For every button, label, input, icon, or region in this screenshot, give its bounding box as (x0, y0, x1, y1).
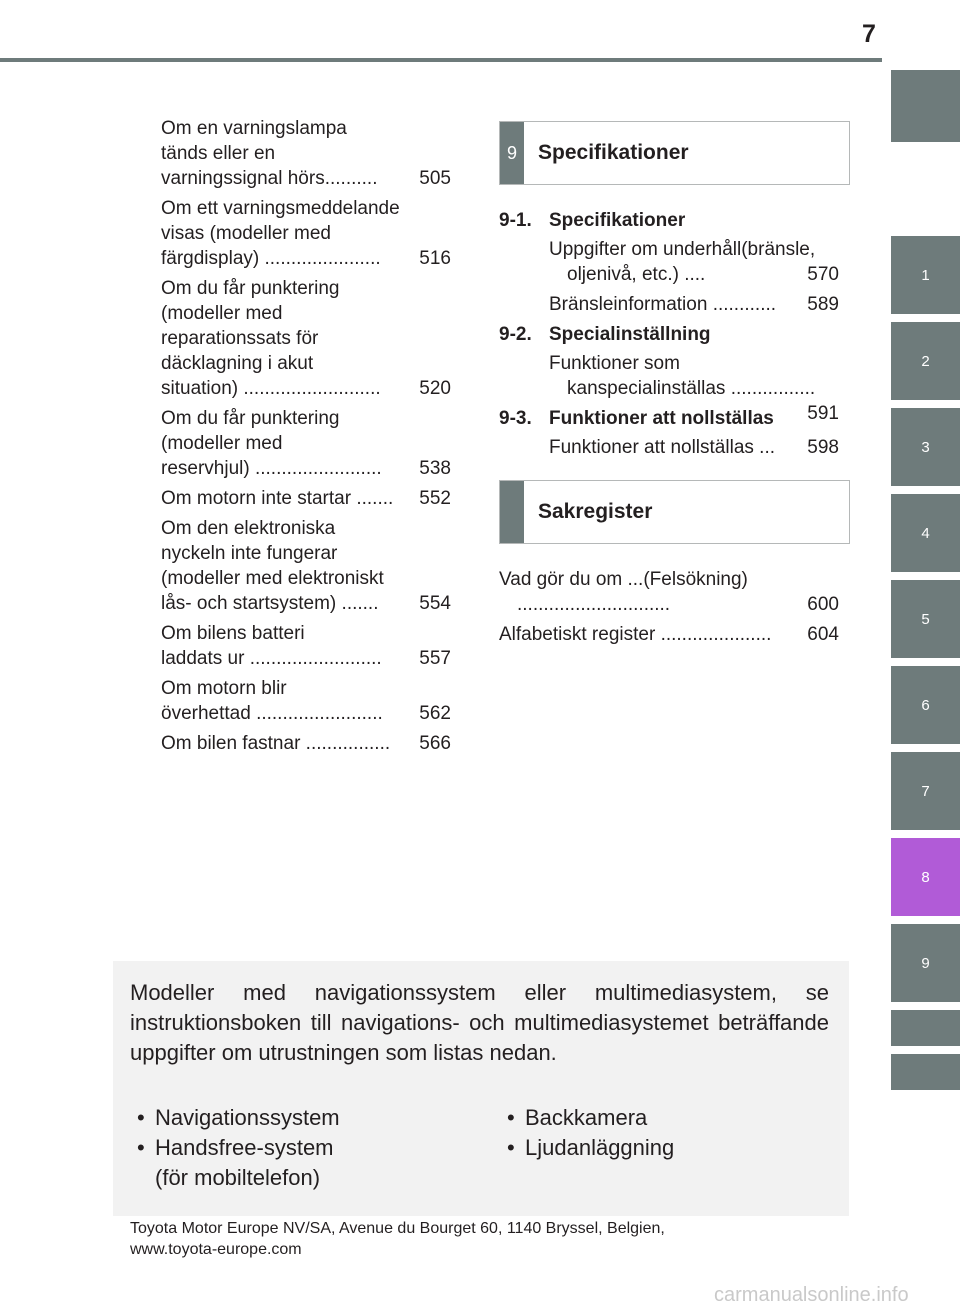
bullet-list-right (503, 1103, 674, 1163)
footer-address: Toyota Motor Europe NV/SA, Avenue du Bourget 60, 1140 Bryssel, Belgien, (130, 1220, 665, 1237)
subsection-heading[interactable] (499, 208, 839, 233)
toc-entry-text: (Felsökning) ............................. 600 (517, 569, 839, 615)
toc-entry-text: Om motorn blir (161, 678, 287, 699)
toc-entry-text: nyckeln inte fungerar (161, 543, 338, 564)
toc-entry-text: specialinställas ................ 591 (597, 378, 839, 424)
page-ref: 557 (419, 648, 451, 669)
page-ref: 505 (419, 168, 451, 189)
toc-entry-text: Om ett varningsmeddelande (161, 198, 400, 219)
chapter-tab-8[interactable]: 8 (891, 838, 960, 916)
chapter-tab-blank[interactable] (891, 1054, 960, 1090)
toc-entry[interactable] (161, 486, 451, 511)
toc-entry[interactable] (161, 276, 451, 401)
footer (130, 1218, 665, 1260)
section-bar (500, 481, 524, 543)
toc-entry-text: lås- och startsystem) ....... 554 (161, 593, 451, 614)
subsection-title: Funktioner att nollställas (549, 408, 774, 429)
bullet-item: • Backkamera (503, 1103, 674, 1133)
bullet-item: (för mobiltelefon) (155, 1165, 321, 1190)
toc-entry[interactable] (549, 237, 839, 287)
bullet-item: • Navigationssystem (133, 1103, 340, 1133)
left-toc-column (161, 116, 451, 761)
chapter-tab-4[interactable]: 4 (891, 494, 960, 572)
toc-entry[interactable] (161, 116, 451, 191)
page-ref: 566 (419, 733, 451, 754)
page-ref: 552 (419, 488, 451, 509)
toc-entry[interactable] (499, 567, 839, 617)
subsection-title: Specialinställning (549, 324, 711, 345)
toc-entry-text: Funktioner att nollställas ... 598 (549, 437, 839, 458)
info-text: Modeller med navigationssystem eller multimediasystem, se instruktionsboken till navigations- och multimediasystemet beträffande uppgifter om utrustningen som listas nedan. (130, 980, 829, 1065)
toc-entry-text: (modeller med (161, 303, 283, 324)
chapter-tab-2[interactable]: 2 (891, 322, 960, 400)
toc-entry[interactable] (161, 406, 451, 481)
toc-entry[interactable] (499, 622, 839, 647)
subsection-number: 9-1. (499, 210, 532, 231)
index-contents (499, 567, 839, 652)
toc-entry-text: Om du får punktering (161, 278, 340, 299)
subsection-heading[interactable] (499, 406, 807, 431)
toc-entry-text: Funktioner som kan (549, 353, 680, 399)
toc-entry-text: reservhjul) ........................ 538 (161, 458, 451, 479)
chapter-tab-7[interactable]: 7 (891, 752, 960, 830)
page-ref: 538 (419, 458, 451, 479)
toc-entry-text: reparationssats för (161, 328, 319, 349)
page-ref: 516 (419, 248, 451, 269)
chapter-tab-9[interactable]: 9 (891, 924, 960, 1002)
subsection-number: 9-3. (499, 408, 532, 429)
info-box (113, 961, 849, 1216)
toc-entry-text: (bränsle, oljenivå, etc.) .... 570 (567, 239, 839, 285)
toc-entry-text: Om en varningslampa (161, 118, 347, 139)
toc-entry-text: Om bilens batteri (161, 623, 305, 644)
chapter-tab-3[interactable]: 3 (891, 408, 960, 486)
toc-entry-text: tänds eller en (161, 143, 276, 164)
section-9-header (499, 121, 850, 185)
index-section-title: Sakregister (538, 500, 653, 523)
toc-entry[interactable] (549, 292, 839, 317)
page-ref: 554 (419, 593, 451, 614)
toc-entry-text: Alfabetiskt register ..................... 604 (499, 624, 839, 645)
toc-entry-text: Vad gör du om ... (499, 569, 644, 590)
toc-entry-text: Om den elektroniska (161, 518, 336, 539)
section-number: 9 (500, 122, 524, 184)
chapter-tab-blank[interactable] (891, 70, 960, 142)
toc-entry-text: situation) .......................... 520 (161, 378, 451, 399)
page-ref: 520 (419, 378, 451, 399)
toc-entry-text: visas (modeller med (161, 223, 331, 244)
footer-url: www.toyota-europe.com (130, 1241, 302, 1258)
toc-entry-text: färgdisplay) ...................... 516 (161, 248, 451, 269)
toc-entry-text: Om du får punktering (161, 408, 340, 429)
toc-entry-text: varningssignal hörs.......... 505 (161, 168, 451, 189)
page-ref: 598 (807, 437, 839, 458)
toc-entry[interactable] (161, 516, 451, 616)
toc-entry-text: (modeller med elektroniskt (161, 568, 384, 589)
section-9-contents (499, 208, 839, 465)
page-ref: 589 (807, 294, 839, 315)
page-ref: 591 (807, 403, 839, 424)
bullet-item: • Handsfree-system (133, 1133, 340, 1163)
page-number: 7 (862, 20, 876, 48)
toc-entry[interactable] (161, 621, 451, 671)
toc-entry-text: Om motorn inte startar ....... 552 (161, 488, 451, 509)
toc-entry[interactable] (161, 196, 451, 271)
toc-entry-text: laddats ur ......................... 557 (161, 648, 451, 669)
chapter-tab-1[interactable]: 1 (891, 236, 960, 314)
header-rule (0, 58, 882, 62)
toc-entry-text: däcklagning i akut (161, 353, 314, 374)
subsection-heading[interactable] (499, 322, 839, 347)
toc-entry-text: Uppgifter om underhåll (549, 239, 742, 260)
page-ref: 570 (807, 264, 839, 285)
chapter-tab-5[interactable]: 5 (891, 580, 960, 658)
toc-entry-text: (modeller med (161, 433, 283, 454)
bullet-item: • Ljudanläggning (503, 1133, 674, 1163)
toc-entry[interactable] (549, 435, 839, 460)
toc-entry-text: överhettad ........................ 562 (161, 703, 451, 724)
chapter-tab-6[interactable]: 6 (891, 666, 960, 744)
watermark: carmanualsonline.info (714, 1284, 909, 1306)
chapter-tab-blank[interactable] (891, 1010, 960, 1046)
subsection-number: 9-2. (499, 324, 532, 345)
page-ref: 604 (807, 624, 839, 645)
page-ref: 600 (807, 594, 839, 615)
section-title: Specifikationer (538, 141, 689, 164)
index-section-header (499, 480, 850, 544)
toc-entry[interactable] (161, 731, 451, 756)
toc-entry[interactable] (161, 676, 451, 726)
page-ref: 562 (419, 703, 451, 724)
toc-entry-text: Om bilen fastnar ................ 566 (161, 733, 451, 754)
subsection-title: Specifikationer (549, 210, 686, 231)
bullet-list-left (133, 1103, 340, 1193)
toc-entry-text: Bränsleinformation ............ 589 (549, 294, 839, 315)
